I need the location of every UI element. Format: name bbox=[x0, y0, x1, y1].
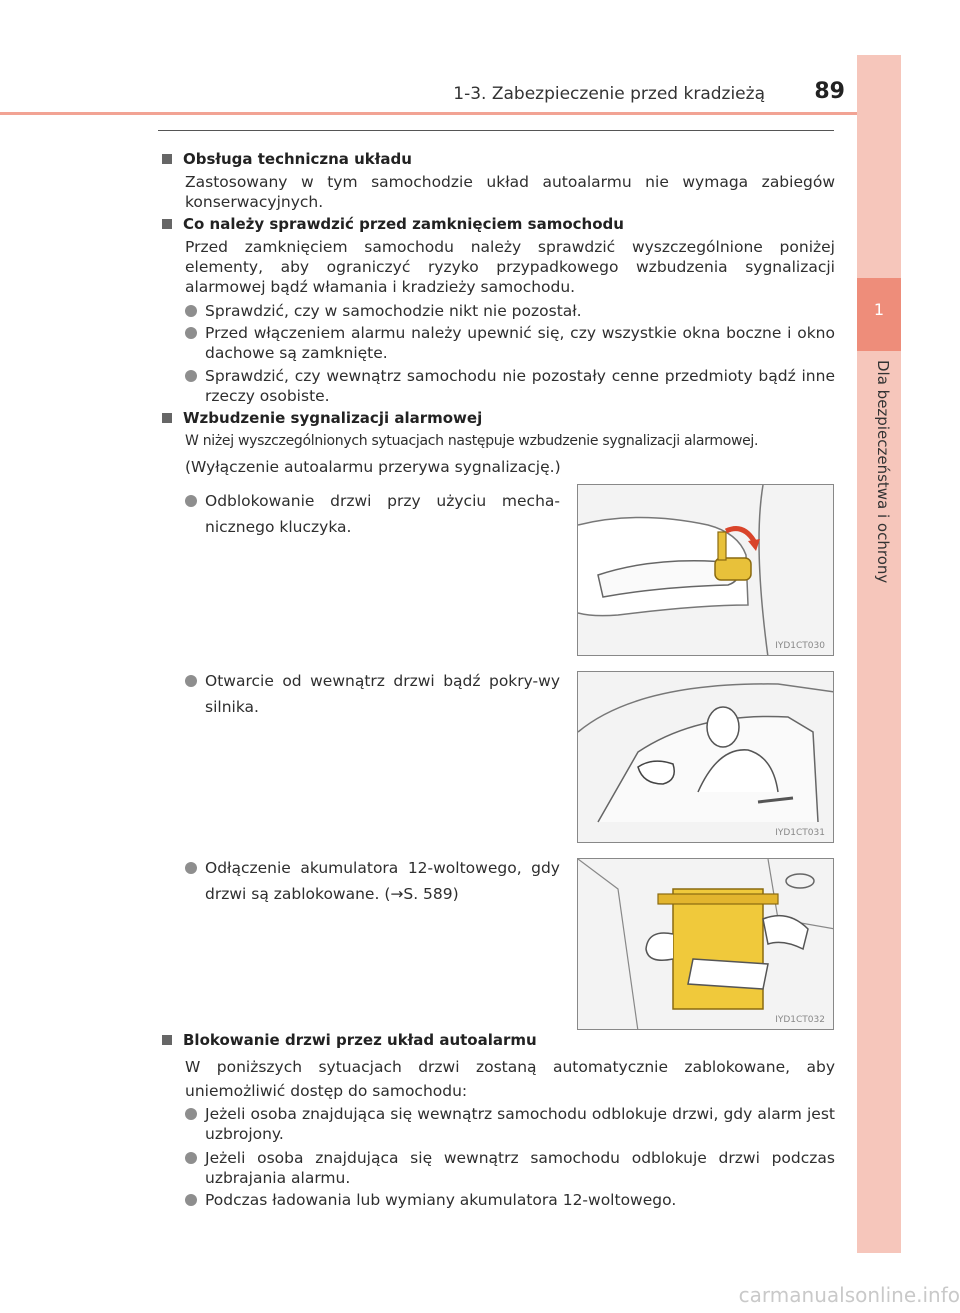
door-key-illustration bbox=[577, 484, 834, 656]
list-item: Jeżeli osoba znajdująca się wewnątrz samochodu odblokuje drzwi, gdy alarm jest uzbrojony. bbox=[185, 1104, 835, 1144]
list-item: Sprawdzić, czy w samochodzie nikt nie pozostał. bbox=[185, 301, 835, 321]
bullet-icon bbox=[185, 1194, 197, 1206]
section-note: (Wyłączenie autoalarmu przerywa sygnalizację.) bbox=[185, 458, 561, 476]
list-item: Podczas ładowania lub wymiany akumulatora 12-woltowego. bbox=[185, 1190, 835, 1210]
bullet-icon bbox=[185, 675, 197, 687]
list-item: Sprawdzić, czy wewnątrz samochodu nie pozostały cenne przedmioty bądź inne rzeczy osobiste. bbox=[185, 366, 835, 406]
image-code: IYD1CT030 bbox=[775, 641, 825, 651]
section-heading: Blokowanie drzwi przez układ autoalarmu bbox=[162, 1031, 537, 1049]
battery-illustration bbox=[577, 858, 834, 1030]
image-code: IYD1CT031 bbox=[775, 828, 825, 838]
car-interior-illustration bbox=[577, 671, 834, 843]
image-code: IYD1CT032 bbox=[775, 1015, 825, 1025]
bullet-icon bbox=[185, 495, 197, 507]
list-item: Jeżeli osoba znajdująca się wewnątrz samochodu odblokuje drzwi podczas uzbrajania alarmu. bbox=[185, 1148, 835, 1188]
page-number: 89 bbox=[814, 79, 845, 104]
watermark: carmanualsonline.info bbox=[738, 1283, 960, 1307]
section-body: W niżej wyszczególnionych sytuacjach następuje wzbudzenie sygnalizacji alarmowej. bbox=[185, 433, 759, 449]
section-heading: Wzbudzenie sygnalizacji alarmowej bbox=[162, 409, 482, 427]
chapter-number: 1 bbox=[873, 300, 885, 319]
door-handle-drawing bbox=[578, 485, 834, 656]
list-item: Otwarcie od wewnątrz drzwi bądź pokry-wy silnika. bbox=[185, 668, 560, 720]
list-item: Odblokowanie drzwi przy użyciu mecha-nicznego kluczyka. bbox=[185, 488, 560, 540]
battery-removal-drawing bbox=[578, 859, 834, 1030]
list-item: Odłączenie akumulatora 12-woltowego, gdy drzwi są zablokowane. (→S. 589) bbox=[185, 855, 560, 907]
section-heading: Obsługa techniczna układu bbox=[162, 150, 412, 168]
bullet-icon bbox=[185, 1108, 197, 1120]
bullet-icon bbox=[185, 370, 197, 382]
section-body: Zastosowany w tym samochodzie układ autoalarmu nie wymaga zabiegów konserwacyjnych. bbox=[185, 173, 835, 211]
chapter-sidebar bbox=[857, 55, 901, 1253]
section-body: Przed zamknięciem samochodu należy sprawdzić wyszczególnione poniżej elementy, aby ograniczyć ryzyko przypadkowego wzbudzenia sygnalizacji alarmowej bądź włamania i kradzieży samochodu. bbox=[185, 238, 835, 296]
section-heading: Co należy sprawdzić przed zamknięciem samochodu bbox=[162, 215, 624, 233]
bullet-icon bbox=[185, 862, 197, 874]
content-rule bbox=[158, 130, 834, 131]
chapter-title: Dla bezpieczeństwa i ochrony bbox=[874, 360, 892, 584]
section-body: W poniższych sytuacjach drzwi zostaną automatycznie zablokowane, aby uniemożliwić dostęp do samochodu: bbox=[185, 1058, 835, 1100]
header-rule bbox=[0, 112, 857, 115]
list-item: Przed włączeniem alarmu należy upewnić się, czy wszystkie okna boczne i okno dachowe są zamknięte. bbox=[185, 323, 835, 363]
car-window-drawing bbox=[578, 672, 834, 843]
bullet-icon bbox=[185, 305, 197, 317]
section-title: 1-3. Zabezpieczenie przed kradzieżą bbox=[453, 84, 765, 104]
bullet-icon bbox=[185, 327, 197, 339]
bullet-icon bbox=[185, 1152, 197, 1164]
